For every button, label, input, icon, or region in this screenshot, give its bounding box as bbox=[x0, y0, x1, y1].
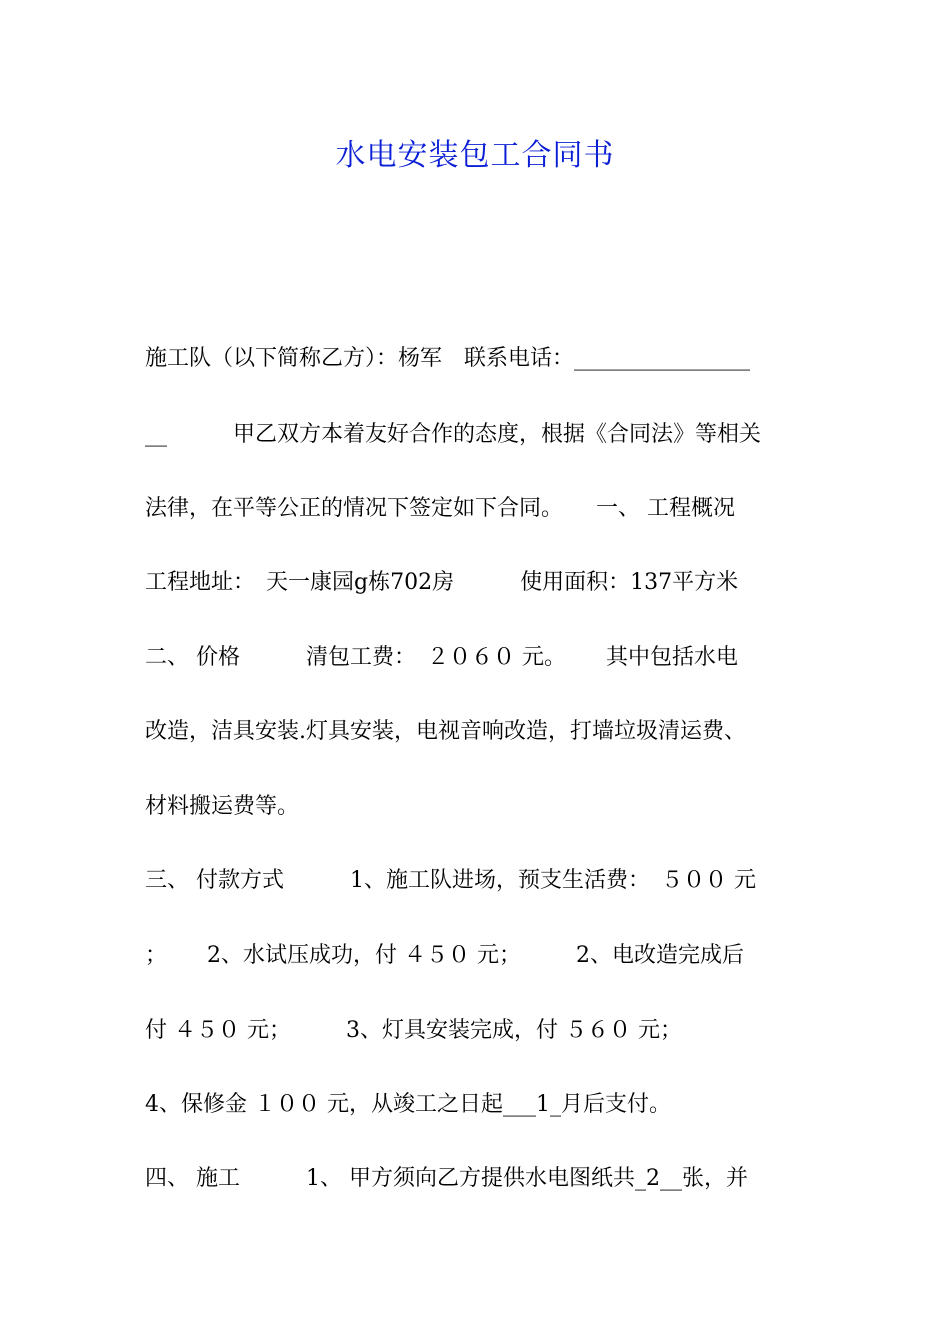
contract-line: 施工队（以下简称乙方）：杨军 联系电话：________________ bbox=[145, 346, 751, 371]
contract-line: 4、保修金 １００ 元，从竣工之日起___1_月后支付。 bbox=[145, 1092, 671, 1117]
contract-line: ； 2、水试压成功，付 ４５０ 元； 2、电改造完成后 bbox=[145, 943, 744, 968]
contract-line: 四、 施工 1、 甲方须向乙方提供水电图纸共_2__张，并 bbox=[145, 1166, 748, 1191]
contract-line: __ 甲乙双方本着友好合作的态度，根据《合同法》等相关 bbox=[145, 422, 762, 447]
contract-line: 材料搬运费等。 bbox=[145, 794, 300, 819]
contract-line: 二、 价格 清包工费： ２０６０ 元。 其中包括水电 bbox=[145, 645, 738, 670]
contract-line: 改造，洁具安装.灯具安装，电视音响改造，打墙垃圾清运费、 bbox=[145, 719, 746, 744]
contract-line: 法律，在平等公正的情况下签定如下合同。 一、 工程概况 bbox=[145, 496, 735, 521]
contract-line: 工程地址： 天一康园g栋702房 使用面积：137平方米 bbox=[145, 570, 739, 595]
contract-line: 三、 付款方式 1、施工队进场，预支生活费： ５００ 元 bbox=[145, 868, 756, 893]
document-title: 水电安装包工合同书 bbox=[335, 138, 615, 173]
contract-line: 付 ４５０ 元； 3、灯具安装完成，付 ５６０ 元； bbox=[145, 1018, 682, 1043]
